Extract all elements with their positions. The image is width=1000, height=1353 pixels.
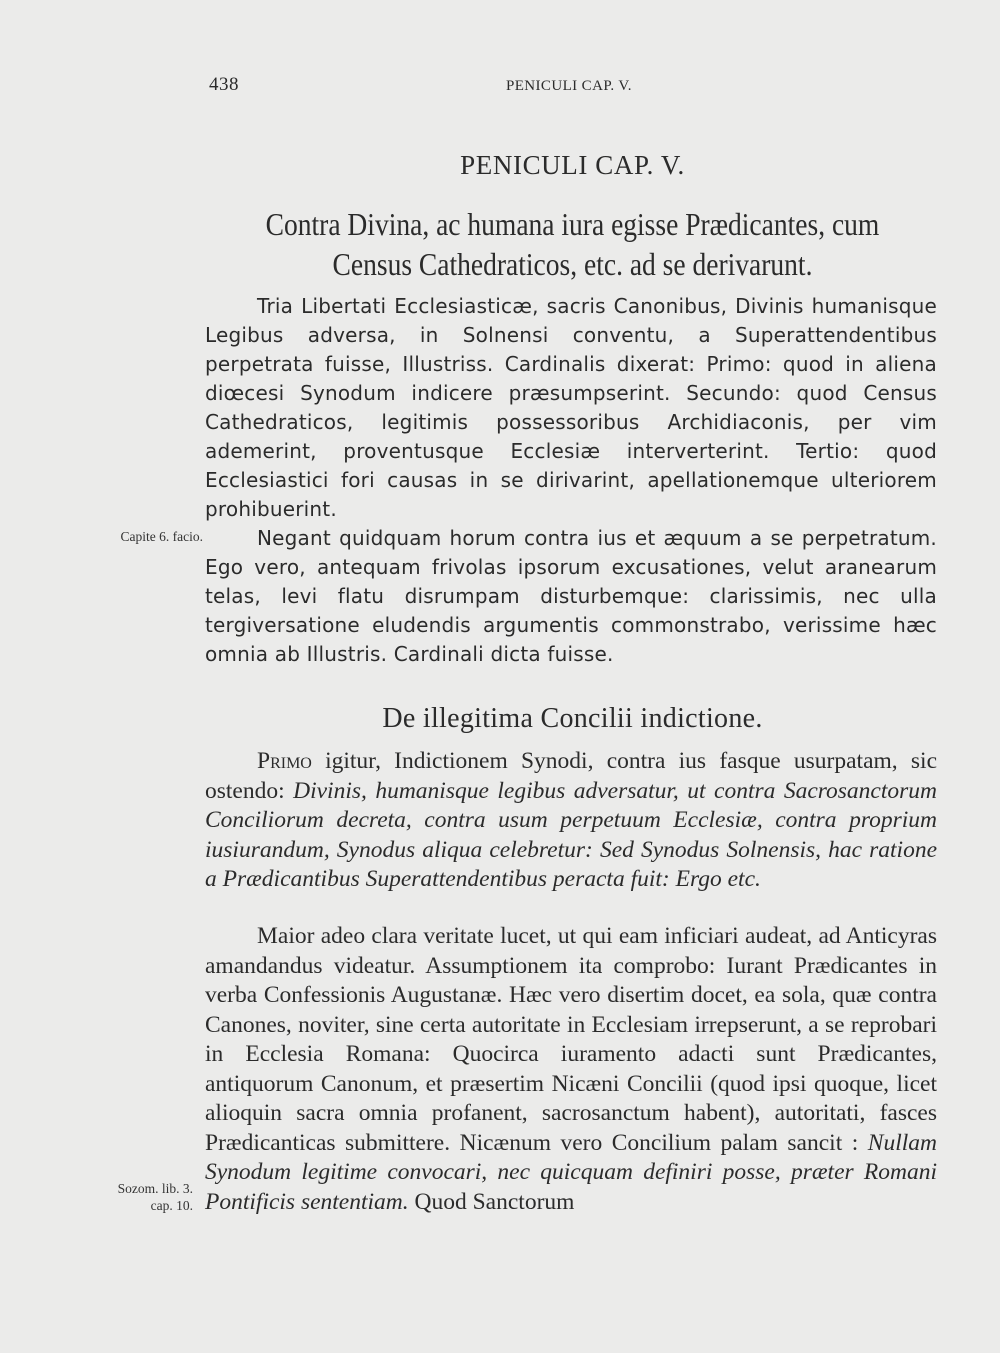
chapter-subtitle-line: Contra Divina, ac humana iura egisse Prædicantes, cum [265,206,880,242]
paragraph-text: Quod Sanctorum [408,1188,575,1215]
paragraph-text: igitur, Indictionem Synodi, contra ius fasque usurpatam, sic ostendo: [205,748,937,804]
running-title: PENICULI CAP. V. [506,78,632,94]
paragraph [205,747,937,895]
margin-note-line: cap. 10. [150,1198,193,1213]
chapter-title: PENICULI CAP. V. [460,150,685,180]
running-head [0,74,1000,102]
paragraph: Negant quidquam horum contra ius et æquum a se perpetratum. Ego vero, antequam frivolas ipsorum excusationes, velut aranearum telas, levi flatu disrumpam disturbemque: clarissimis, nec ulla tergiversatione eludendis argumentis commonstrabo, verissime hæc omnia ab Illustris. Cardinali dicta fuisse. [205,526,937,666]
section-heading: De illegitima Concilii indictione. [382,703,763,734]
paragraph [205,922,937,1217]
chapter-subtitle-line: Census Cathedraticos, etc. ad se derivarunt. [332,246,813,282]
chapter-subtitle [256,204,888,284]
margin-note: Capite 6. facio. [120,529,203,544]
margin-note-line: Sozom. lib. 3. [117,1181,193,1196]
margin-note [70,1180,193,1214]
quotation-text: Nullam Synodum legitime convocari, nec quicquam definiri posse, præter Romani Pontificis sententiam. [205,1129,937,1215]
paragraph: Tria Libertati Ecclesiasticæ, sacris Canonibus, Divinis humanisque Legibus adversa, in Solnensi conventu, a Superattendentibus perpetrata fuisse, Illustriss. Cardinalis dixerat: Primo: quod in aliena diœcesi Synodum indicere præsumpserint. Secundo: quod Census Cathedraticos, legitimis possessoribus Archidiaconis, per vim ademerint, proventusque Ecclesiæ interverterint. Tertio: quod Ecclesiastici fori causas in se dirivarint, apellationemque ulteriorem prohibuerint. [205,294,937,521]
paragraph-lead: Primo [257,748,312,774]
paragraph-text: Maior adeo clara veritate lucet, ut qui eam inficiari audeat, ad Anticyras amandandus videatur. Assumptionem ita comprobo: Iurant Prædicantes in verba Confessionis Augustanæ. Hæc vero disertim docet, ea sola, quæ contra Canones, noviter, sine certa autoritate in Ecclesiam irrepserunt, a se reprobari in Ecclesia Romana: Quocirca iuramento adacti sunt Prædicantes, antiquorum Canonum, et præsertim Nicæni Concilii (quod ipsi quoque, licet alioquin sacra omnia profanent, sacrosanctum habent), autoritati, fasces Prædicanticas submittere. Nicænum vero Concilium palam sancit : [205,923,937,1156]
syllogism-text: Divinis, humanisque legibus adversatur, ut contra Sacrosanctorum Conciliorum decreta, contra usum perpetuum Ecclesiæ, contra proprium iusiurandum, Synodus aliqua celebretur: Sed Synodus Solnensis, hac ratione a Prædicantibus Superattendentibus peracta fuit: Ergo etc. [205,777,938,892]
page-number: 438 [209,74,239,95]
